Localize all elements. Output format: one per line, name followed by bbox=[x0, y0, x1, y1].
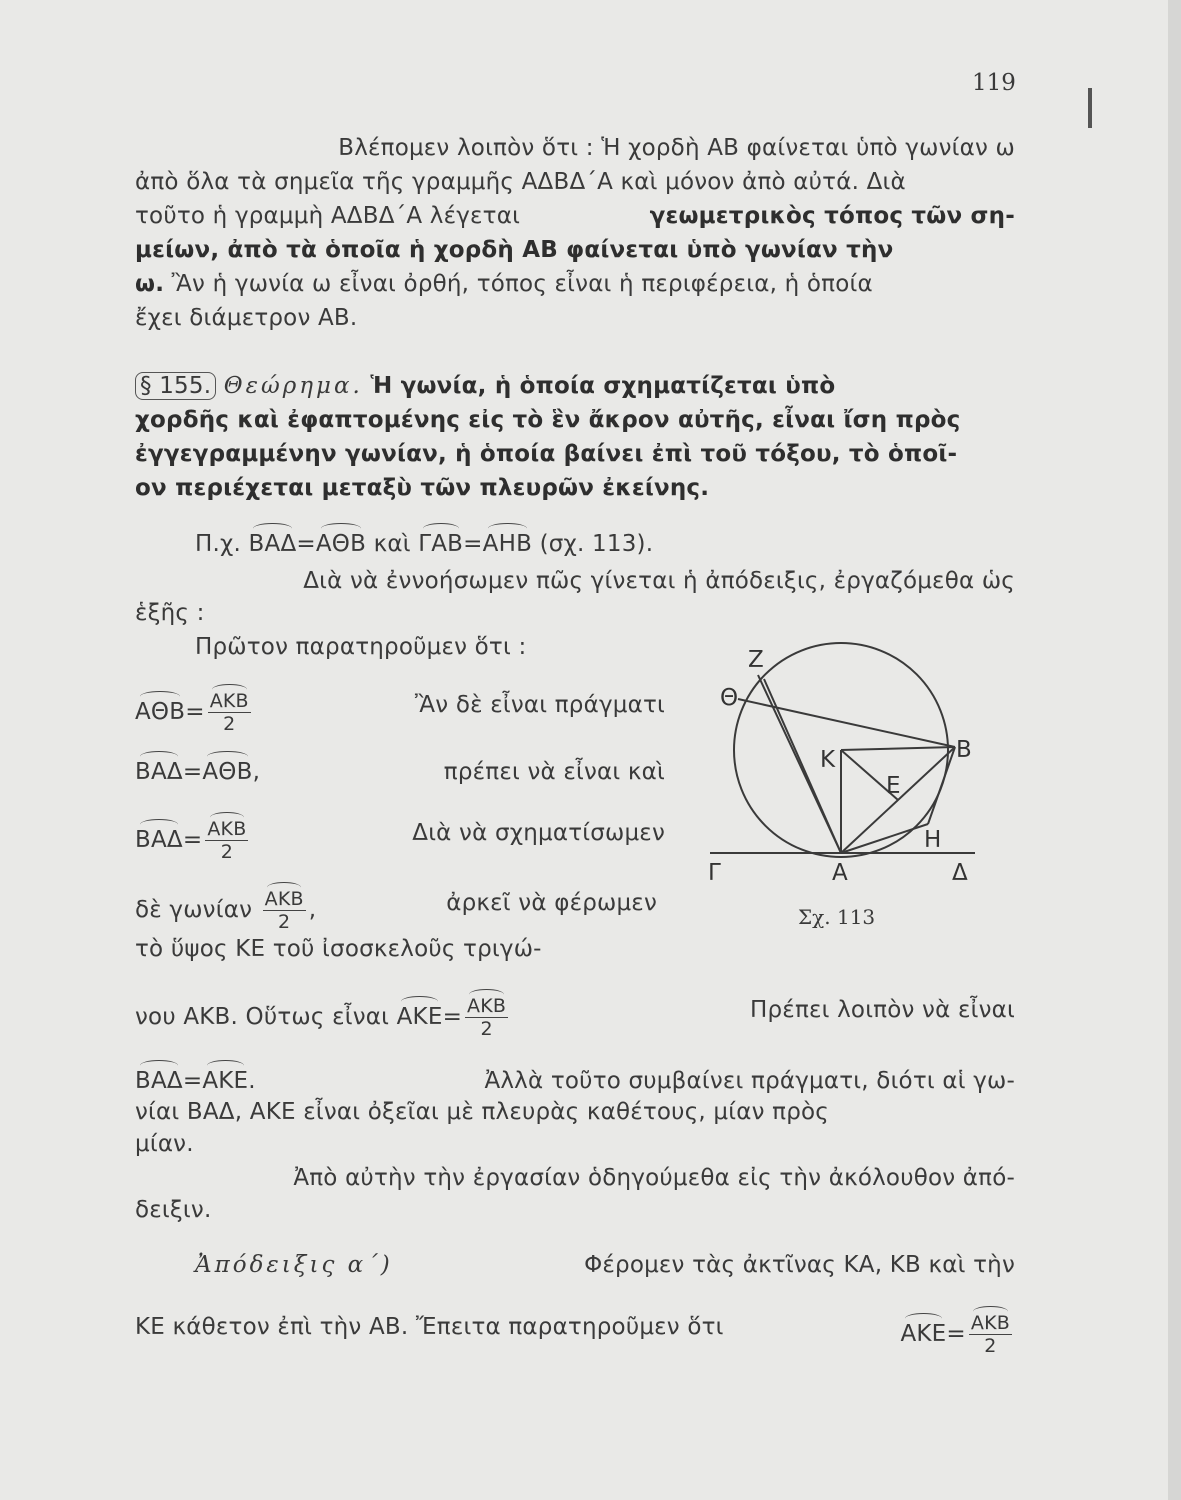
math-line-7: ΒΑΔ=ΑΚΕ. Ἀλλὰ τοῦτο συμβαίνει πράγματι, διότι αἱ γω- bbox=[135, 1068, 1015, 1094]
binding-mark bbox=[1088, 88, 1092, 128]
math-line-5: τὸ ὕψος ΚΕ τοῦ ἰσοσκελοῦς τριγώ- bbox=[135, 936, 542, 962]
figure-caption: Σχ. 113 bbox=[798, 905, 876, 929]
label-Th: Θ bbox=[720, 685, 739, 711]
geometry-figure bbox=[700, 635, 1000, 935]
locus-term: γεωμετρικὸς τόπος τῶν ση- bbox=[649, 203, 1015, 229]
p1-line-4: μείων, ἀπὸ τὰ ὁποῖα ἡ χορδὴ ΑΒ φαίνεται ὑπὸ γωνίαν τὴν bbox=[135, 237, 894, 263]
label-B: Β bbox=[956, 737, 972, 763]
label-D: Δ bbox=[952, 860, 968, 886]
page-number: 119 bbox=[972, 70, 1016, 96]
label-A: Α bbox=[832, 860, 848, 886]
proof-line-1: Ἀπόδειξις α΄) Φέρομεν τὰς ἀκτῖνας ΚΑ, ΚΒ καὶ τὴν bbox=[195, 1252, 1015, 1278]
label-E: Ε bbox=[886, 773, 901, 799]
p3-line-2: μίαν. bbox=[135, 1131, 194, 1157]
p1-line-1: Βλέπομεν λοιπὸν ὅτι : Ἡ χορδὴ ΑΒ φαίνεται ὑπὸ γωνίαν ω bbox=[338, 135, 1015, 161]
p3-line-4: δειξιν. bbox=[135, 1197, 212, 1223]
section-number: § 155. bbox=[135, 372, 216, 400]
theorem-label: Θεώρημα. bbox=[223, 373, 363, 399]
p1-line-2: ἀπὸ ὅλα τὰ σημεῖα τῆς γραμμῆς ΑΔΒΔ΄Α καὶ μόνον ἀπὸ αὐτά. Διὰ bbox=[135, 169, 906, 195]
example-line: Π.χ. ΒΑΔ=ΑΘΒ καὶ ΓΑΒ=ΑΗΒ (σχ. 113). bbox=[195, 531, 654, 557]
p3-line-1: νίαι ΒΑΔ, ΑΚΕ εἶναι ὀξεῖαι μὲ πλευρὰς καθέτους, μίαν πρὸς bbox=[135, 1099, 829, 1125]
p2-line-1: Διὰ νὰ ἐννοήσωμεν πῶς γίνεται ἡ ἀπόδειξις, ἐργαζόμεθα ὡς bbox=[303, 568, 1015, 594]
line-ThB bbox=[738, 699, 955, 747]
p1-line-6: ἔχει διάμετρον ΑΒ. bbox=[135, 305, 358, 331]
theorem-line-3: ἐγγεγραμμένην γωνίαν, ἡ ὁποία βαίνει ἐπὶ τοῦ τόξου, τὸ ὁποῖ- bbox=[135, 441, 958, 467]
theorem-line-4: ον περιέχεται μεταξὺ τῶν πλευρῶν ἐκείνης. bbox=[135, 475, 710, 501]
label-H: Η bbox=[924, 827, 942, 853]
theorem-line-2: χορδῆς καὶ ἐφαπτομένης εἰς τὸ ἓν ἄκρον αὐτῆς, εἶναι ἴση πρὸς bbox=[135, 407, 961, 433]
p1-line-5: ω. Ἂν ἡ γωνία ω εἶναι ὀρθή, τόπος εἶναι ἡ περιφέρεια, ἡ ὁποία bbox=[135, 271, 873, 297]
math-line-6: νου ΑΚΒ. Οὕτως εἶναι ΑΚΕ= $\frac{\text{ΑΚΒ}}{2}$ Πρέπει λοιπὸν νὰ εἶναι bbox=[135, 995, 1015, 1040]
math-line-4: δὲ γωνίαν $\frac{\text{ΑΚΒ}}{2}$ , ἀρκεῖ νὰ φέρωμεν bbox=[135, 888, 657, 933]
page-edge bbox=[1168, 0, 1181, 1500]
p1-line-3: τοῦτο ἡ γραμμὴ ΑΔΒΔ΄Α λέγεται γεωμετρικὸς τόπος τῶν ση- bbox=[135, 203, 1015, 229]
p3-line-3: Ἀπὸ αὐτὴν τὴν ἐργασίαν ὁδηγούμεθα εἰς τὴν ἀκόλουθον ἀπό- bbox=[293, 1165, 1015, 1191]
radius-KB bbox=[841, 747, 955, 750]
theorem-line-1: § 155. Θεώρημα. Ἡ γωνία, ἡ ὁποία σχηματίζεται ὑπὸ bbox=[135, 371, 1015, 401]
proof-line-2: ΚΕ κάθετον ἐπὶ τὴν ΑΒ. Ἔπειτα παρατηροῦμεν ὅτι ΑΚΕ= $\frac{\text{ΑΚΒ}}{2}$ bbox=[135, 1312, 1010, 1357]
math-line-1: ΑΘΒ= $\frac{\text{ΑΚΒ}}{2}$ Ἂν δὲ εἶναι πράγματι bbox=[135, 690, 665, 735]
proof-label: Ἀπόδειξις α΄) bbox=[195, 1252, 393, 1278]
first-observe: Πρῶτον παρατηροῦμεν ὅτι : bbox=[195, 634, 527, 660]
math-line-2: ΒΑΔ=ΑΘΒ, πρέπει νὰ εἶναι καὶ bbox=[135, 759, 665, 785]
label-G: Γ bbox=[708, 860, 721, 886]
math-line-3: ΒΑΔ= $\frac{\text{ΑΚΒ}}{2}$ Διὰ νὰ σχηματίσωμεν bbox=[135, 818, 665, 863]
label-Z: Ζ bbox=[748, 647, 764, 673]
p2-line-2: ἑξῆς : bbox=[135, 600, 205, 626]
label-K: Κ bbox=[820, 747, 836, 773]
